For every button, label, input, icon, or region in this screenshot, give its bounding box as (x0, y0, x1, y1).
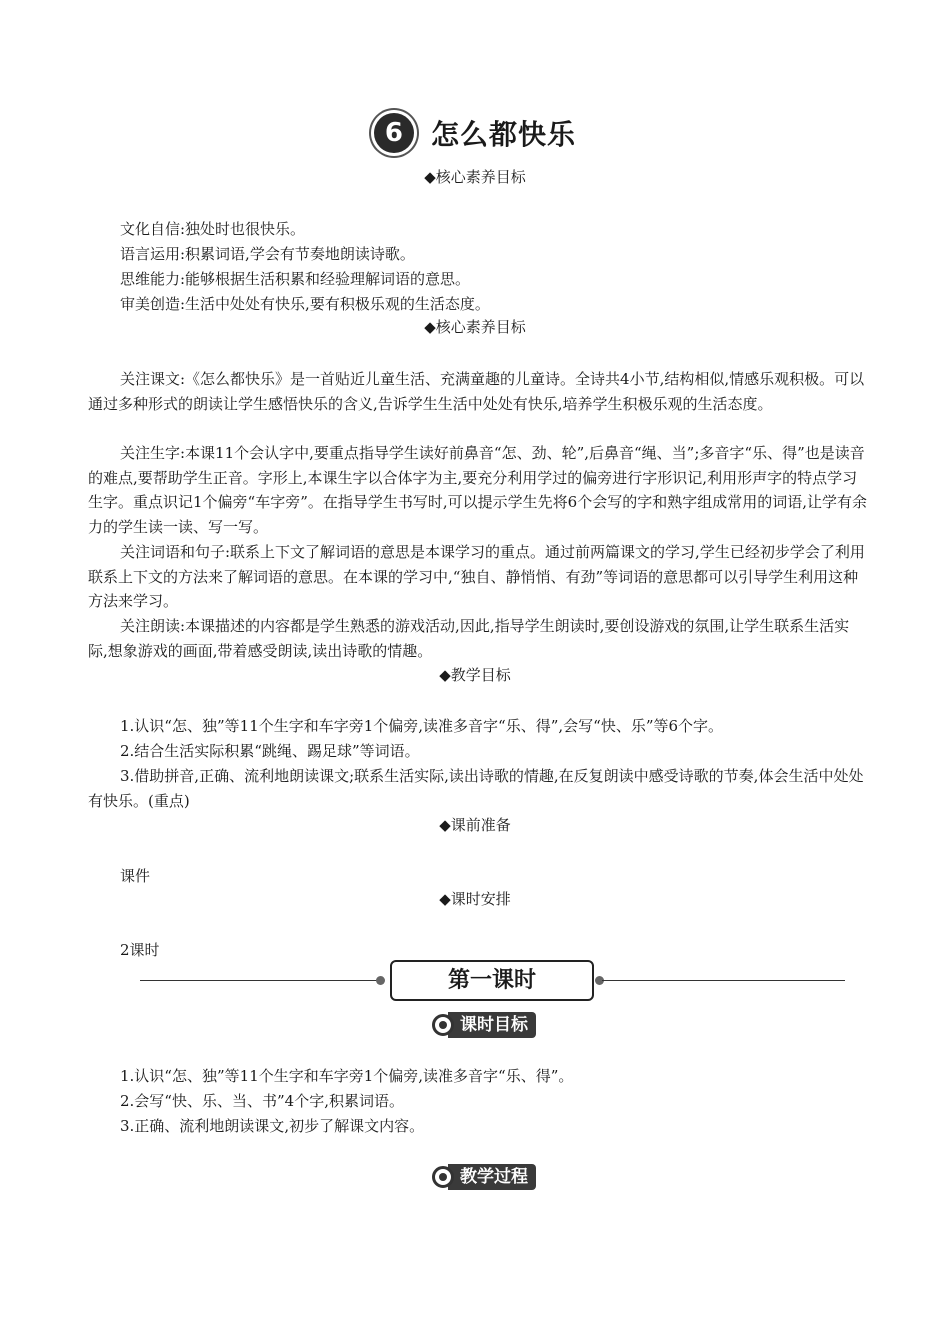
divider-dot-left (376, 976, 385, 985)
lesson-goal-item: 3.正确、流利地朗读课文,初步了解课文内容。 (120, 1117, 425, 1135)
target-icon (432, 1014, 454, 1036)
core-goal-line: 文化自信:独处时也很快乐。 (120, 220, 306, 238)
lesson-number-badge: 6 (374, 113, 414, 153)
lesson-goals-label: 课时目标 (448, 1012, 536, 1038)
core-goal-line: 思维能力:能够根据生活积累和经验理解词语的意思。 (120, 270, 471, 288)
lesson-divider (140, 960, 845, 1000)
teaching-goal-item: 2.结合生活实际积累“跳绳、踢足球”等词语。 (120, 742, 420, 760)
teaching-process-tag (432, 1163, 536, 1191)
section-heading-core-goals: ◆核心素养目标 (424, 168, 526, 186)
core-goal-line: 审美创造:生活中处处有快乐,要有积极乐观的生活态度。 (120, 295, 490, 313)
teaching-goal-item: 3.借助拼音,正确、流利地朗读课文;联系生活实际,读出诗歌的情趣,在反复朗读中感受诗歌的节奏,体会生活中处处有快乐。(重点) (88, 767, 864, 810)
schedule-content: 2课时 (120, 941, 160, 959)
divider-line-right (602, 980, 845, 981)
analysis-paragraph: 关注生字:本课11个会认字中,要重点指导学生读好前鼻音“怎、劲、轮”,后鼻音“绳、当”;多音字“乐、得”也是读音的难点,要帮助学生正音。字形上,本课生字以合体字为主,要充分利用学过的偏旁进行字形识记,利用形声字的特点学习生字。重点识记1个偏旁“车字旁”。在指导学生书写时,可以提示学生先将6个会写的字和熟字组成常用的词语,让学有余力的学生读一读、写一写。 (88, 444, 867, 536)
section-heading-core-goals-2: ◆核心素养目标 (424, 318, 526, 336)
lesson-banner: 第一课时 (390, 960, 594, 1001)
analysis-paragraph: 关注词语和句子:联系上下文了解词语的意思是本课学习的重点。通过前两篇课文的学习,学生已经初步学会了利用联系上下文的方法来了解词语的意思。在本课的学习中,“独自、静悄悄、有劲”等词语的意思都可以引导学生利用这种方法来学习。 (88, 543, 865, 610)
teaching-process-label: 教学过程 (448, 1164, 536, 1190)
section-heading-teaching-goals: ◆教学目标 (439, 666, 511, 684)
lesson-title (0, 113, 950, 153)
divider-line-left (140, 980, 378, 981)
section-heading-schedule: ◆课时安排 (439, 890, 511, 908)
teaching-goal-item: 1.认识“怎、独”等11个生字和车字旁1个偏旁,读准多音字“乐、得”,会写“快、乐”等6个字。 (120, 717, 724, 735)
preparation-content: 课件 (120, 867, 151, 885)
lesson-goals-tag (432, 1011, 536, 1039)
section-heading-preparation: ◆课前准备 (439, 816, 511, 834)
target-icon (432, 1166, 454, 1188)
analysis-paragraph: 关注课文:《怎么都快乐》是一首贴近儿童生活、充满童趣的儿童诗。全诗共4小节,结构相似,情感乐观积极。可以通过多种形式的朗读让学生感悟快乐的含义,告诉学生生活中处处有快乐,培养学生积极乐观的生活态度。 (88, 370, 865, 413)
lesson-goal-item: 1.认识“怎、独”等11个生字和车字旁1个偏旁,读准多音字“乐、得”。 (120, 1067, 574, 1085)
lesson-goal-item: 2.会写“快、乐、当、书”4个字,积累词语。 (120, 1092, 404, 1110)
core-goal-line: 语言运用:积累词语,学会有节奏地朗读诗歌。 (120, 245, 415, 263)
analysis-paragraph: 关注朗读:本课描述的内容都是学生熟悉的游戏活动,因此,指导学生朗读时,要创设游戏的氛围,让学生联系生活实际,想象游戏的画面,带着感受朗读,读出诗歌的情趣。 (88, 617, 850, 660)
page-title: 怎么都快乐 (431, 118, 577, 151)
